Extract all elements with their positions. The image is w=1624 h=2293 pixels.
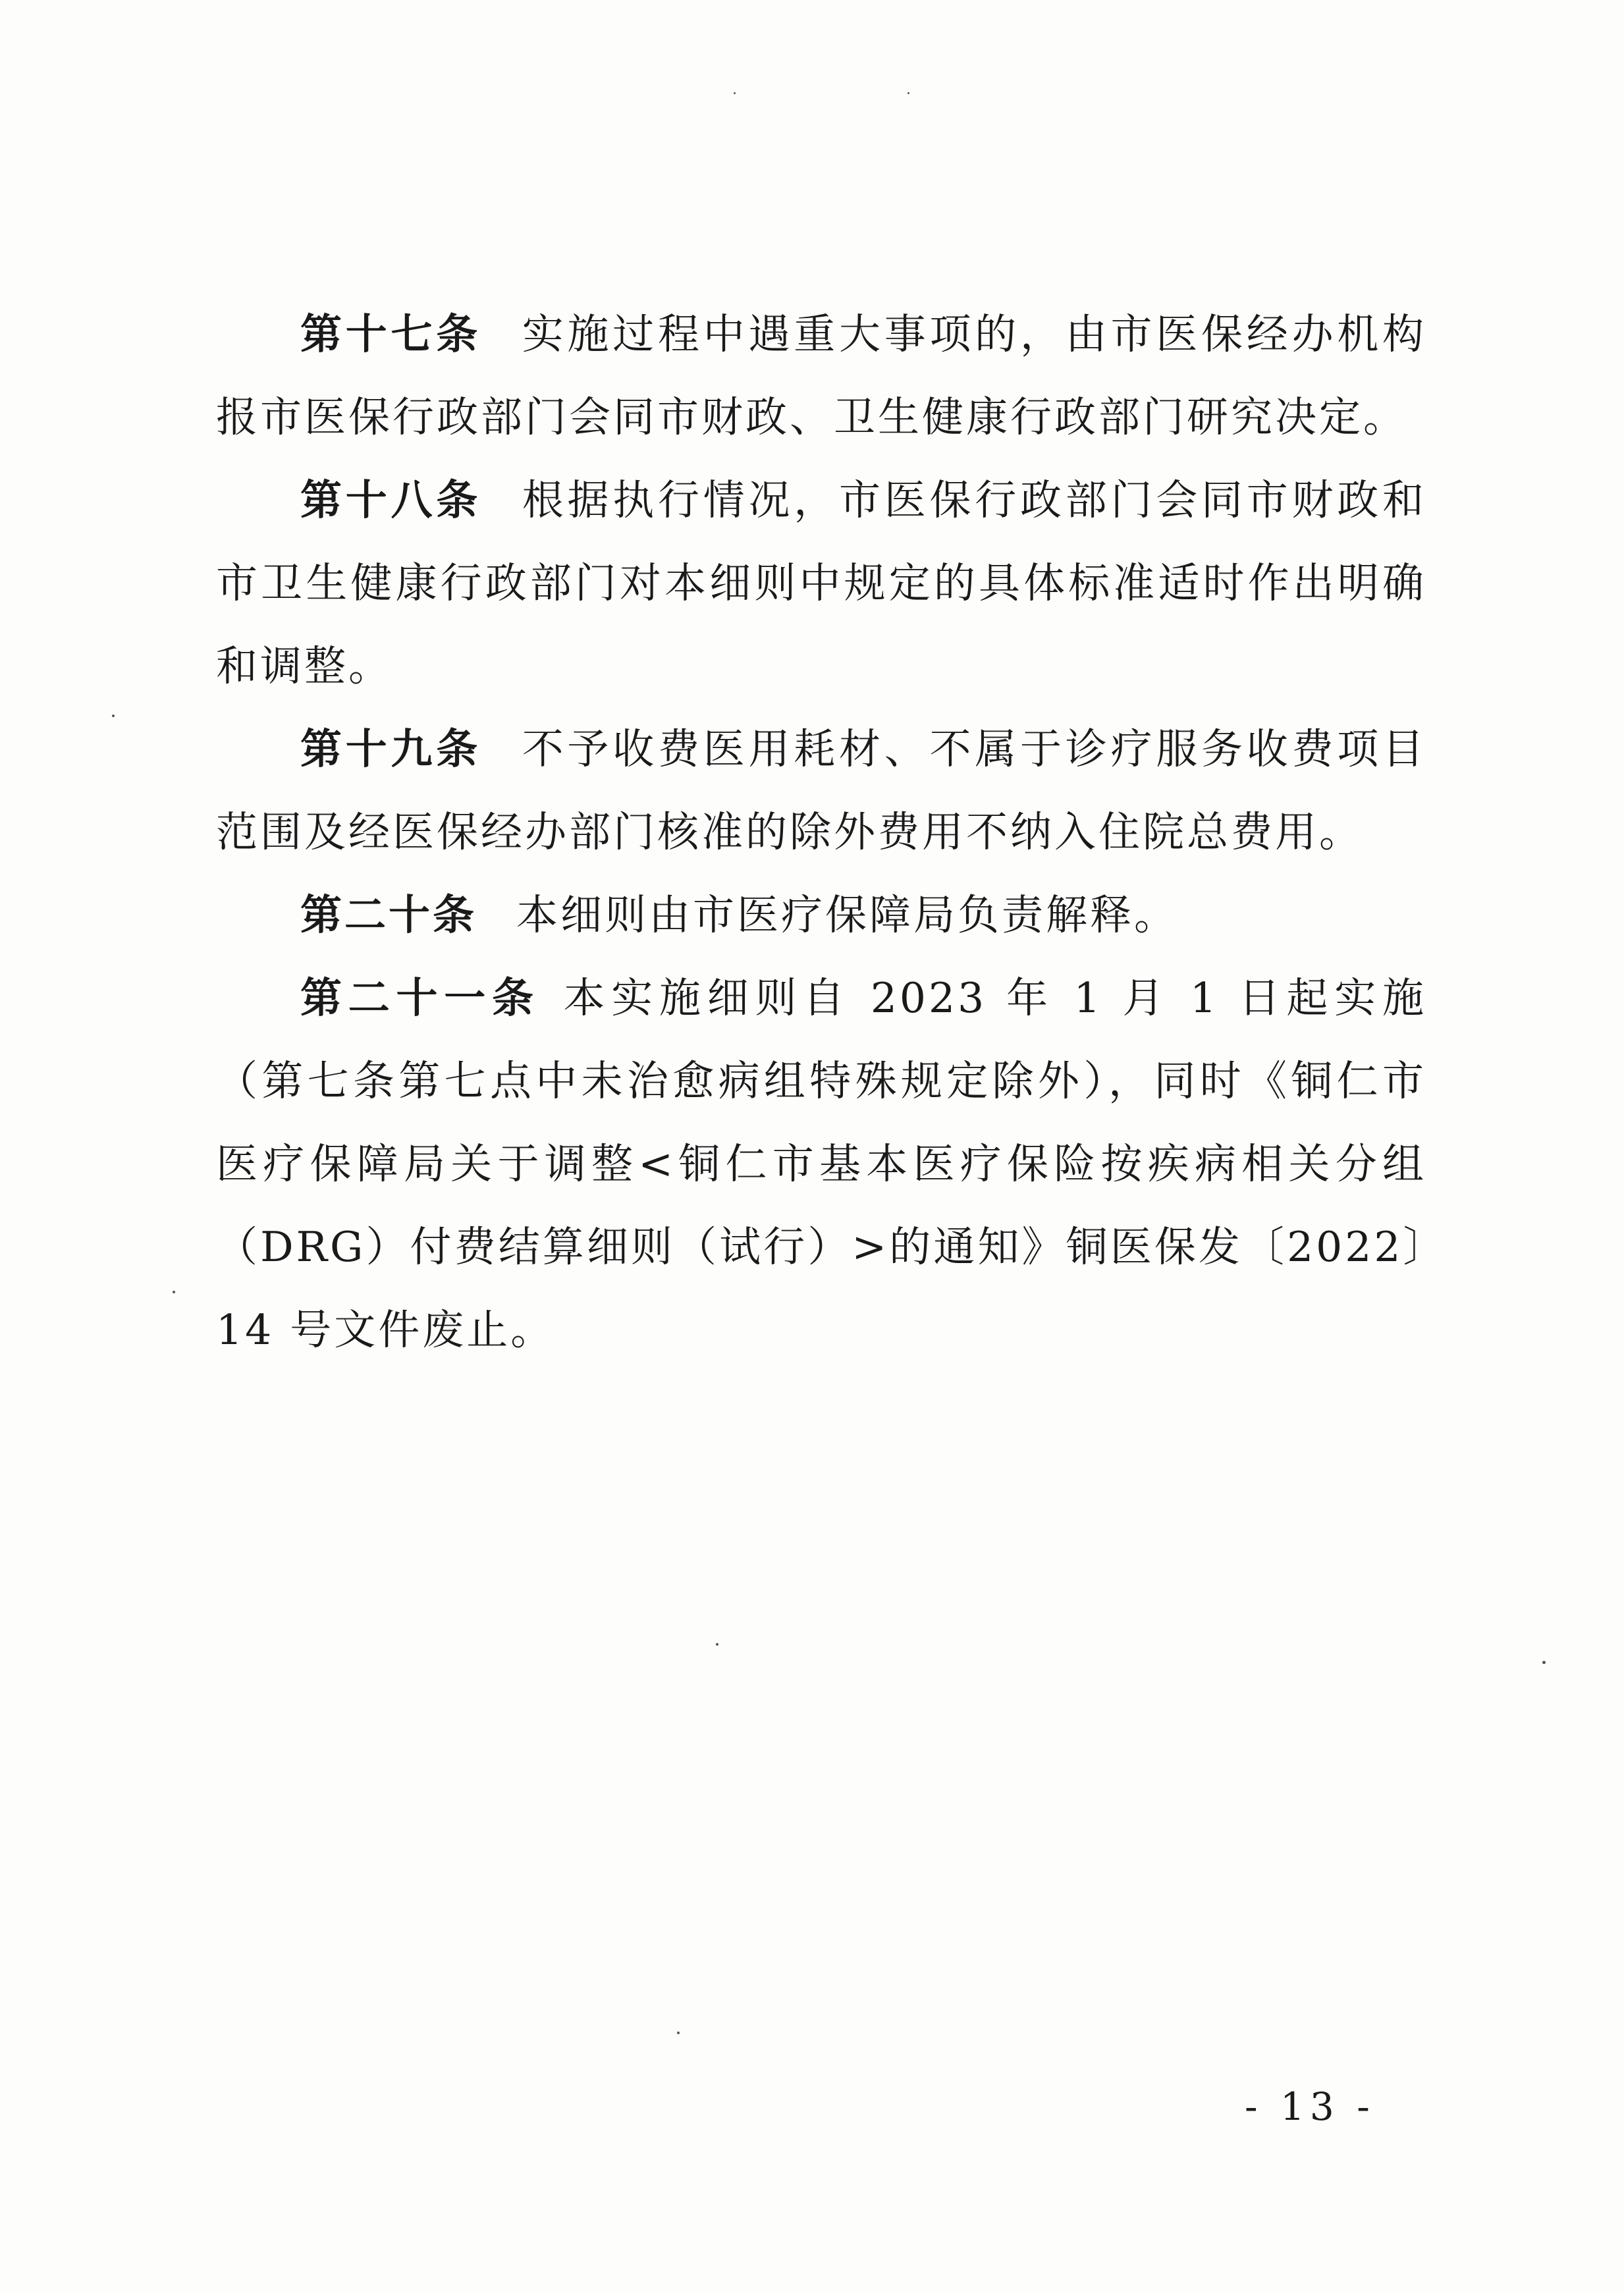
scan-speck — [1542, 1661, 1546, 1664]
article-heading: 第十九条 — [300, 725, 481, 773]
scan-speck — [734, 92, 736, 94]
article-text: 不予收费医用耗材、不属于诊疗服务收费项目范围及经医保经办部门核准的除外费用不纳入住院总费用。 — [216, 725, 1426, 856]
article-heading: 第十七条 — [300, 310, 481, 358]
article-19 — [216, 708, 1426, 874]
scan-speck — [907, 92, 909, 94]
article-text: 本实施细则自 2023 年 1 月 1 日起实施（第七条第七点中未治愈病组特殊规定除外），同时《铜仁市医疗保障局关于调整<铜仁市基本医疗保险按疾病相关分组（DRG）付费结算细则（试行）>的通知》铜医保发〔2022〕14 号文件废止。 — [216, 974, 1427, 1354]
article-text: 本细则由市医疗保障局负责解释。 — [516, 891, 1178, 939]
article-heading: 第二十条 — [300, 891, 477, 939]
article-20 — [216, 874, 1426, 957]
scan-speck — [716, 1643, 718, 1646]
scan-speck — [173, 1291, 175, 1293]
page-number: - 13 - — [1245, 2084, 1375, 2129]
article-heading: 第十八条 — [300, 476, 481, 524]
scan-speck — [112, 715, 115, 717]
article-21 — [216, 957, 1426, 1372]
article-text: 实施过程中遇重大事项的，由市医保经办机构报市医保行政部门会同市财政、卫生健康行政部门研究决定。 — [216, 310, 1426, 441]
article-17 — [216, 293, 1426, 459]
article-text: 根据执行情况，市医保行政部门会同市财政和市卫生健康行政部门对本细则中规定的具体标准适时作出明确和调整。 — [216, 476, 1426, 690]
article-18 — [216, 459, 1426, 708]
document-body — [216, 293, 1426, 1372]
article-heading: 第二十一条 — [300, 974, 540, 1022]
scan-speck — [677, 2032, 680, 2034]
